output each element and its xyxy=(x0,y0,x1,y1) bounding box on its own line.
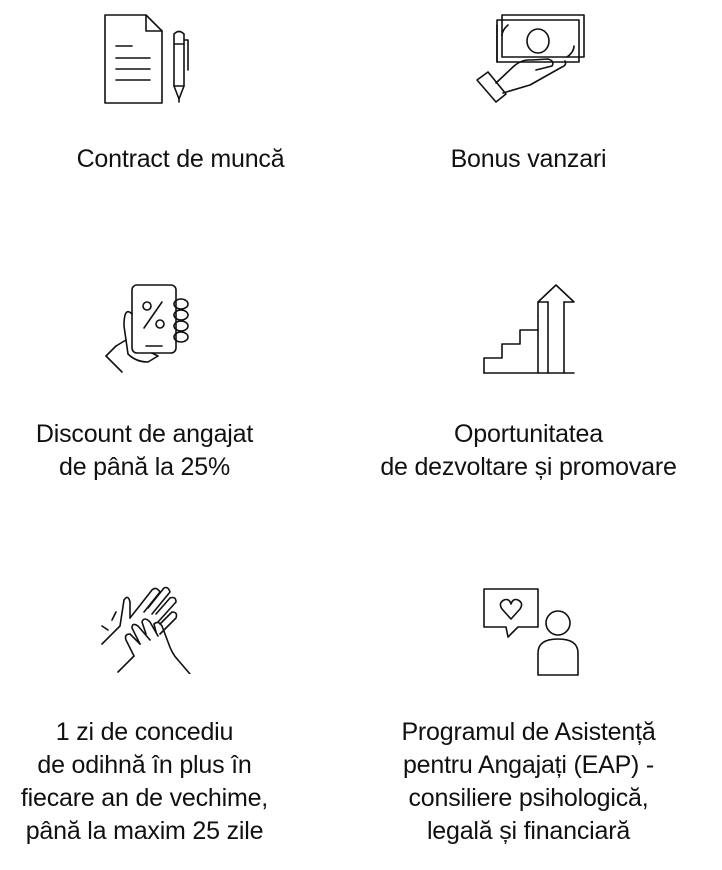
benefit-label: Contract de muncă xyxy=(76,145,285,173)
chat-heart-person-icon xyxy=(480,585,580,677)
benefit-label: 1 zi de concediu de odihnă în plus în fiecare an de vechime, până la maxim 25 zile xyxy=(20,718,269,845)
phone-discount-icon xyxy=(102,282,192,374)
benefit-label: Discount de angajat de până la 25% xyxy=(35,420,254,481)
benefit-card-eap xyxy=(348,570,709,860)
benefit-label: Programul de Asistență pentru Angajați (EAP) - consiliere psihologică, legală și financiară xyxy=(401,718,656,845)
clapping-hands-icon xyxy=(100,582,196,674)
benefit-card-discount xyxy=(0,270,325,500)
benefit-label: Bonus vanzari xyxy=(450,145,607,173)
benefit-card-bonus xyxy=(348,0,709,200)
stairs-growth-icon xyxy=(480,282,576,374)
benefit-card-growth xyxy=(348,270,709,500)
benefit-card-leave xyxy=(0,570,325,860)
benefit-label: Oportunitatea de dezvoltare și promovare xyxy=(380,420,677,481)
hand-money-icon xyxy=(470,10,588,108)
benefit-card-contract xyxy=(0,0,361,200)
contract-pen-icon xyxy=(100,12,192,106)
